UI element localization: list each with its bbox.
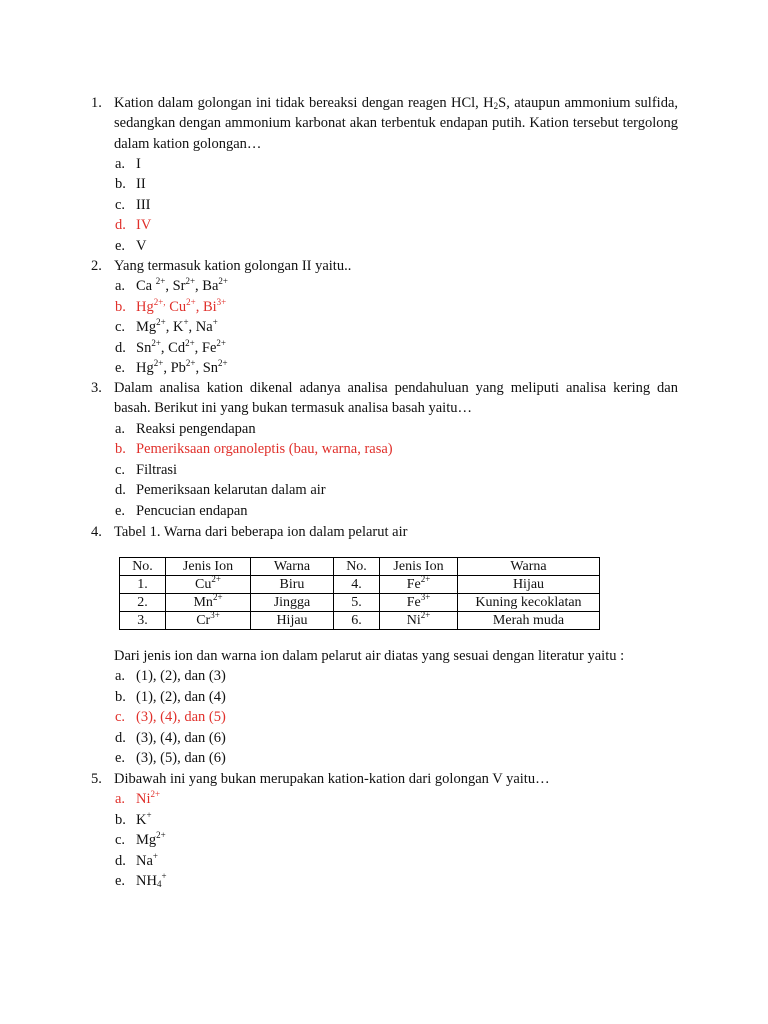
option-e: e. (3), (5), dan (6) bbox=[115, 749, 226, 766]
question-number: 2. bbox=[91, 258, 102, 274]
option-e: e. Pencucian endapan bbox=[115, 502, 248, 519]
option-b-correct: b. Pemeriksaan organoleptis (bau, warna, rasa) bbox=[115, 441, 393, 458]
question-4 bbox=[0, 522, 768, 542]
question-number: 1. bbox=[91, 95, 102, 111]
table-row: 2. $Mn^{2+}$ Jingga 5. $Fe^{3+}$ Kuning kecoklatan bbox=[120, 594, 600, 612]
option-e: e. $Hg^{2+}$, $Pb^{2+}$, $Sn^{2+}$ bbox=[115, 357, 228, 376]
option-c: c. $Mg^{2+}$ bbox=[115, 830, 166, 849]
ion-color-table bbox=[119, 557, 600, 630]
table-row: 1. $Cu^{2+}$ Biru 4. $Fe^{2+}$ Hijau bbox=[120, 576, 600, 594]
question-2 bbox=[0, 256, 768, 378]
option-d-correct: d. IV bbox=[115, 217, 152, 234]
question-number: 3. bbox=[91, 380, 102, 396]
question-text: Yang termasuk kation golongan II yaitu.. bbox=[114, 258, 352, 274]
option-c: c. Filtrasi bbox=[115, 461, 178, 478]
option-b: b. II bbox=[115, 176, 146, 193]
question-number: 4. bbox=[91, 524, 102, 540]
option-d: d. Pemeriksaan kelarutan dalam air bbox=[115, 482, 326, 499]
option-b: b. (1), (2), dan (4) bbox=[115, 688, 226, 705]
question-5 bbox=[0, 769, 768, 891]
option-c: c. III bbox=[115, 196, 151, 213]
question-text: Kation dalam golongan ini tidak bereaksi dengan reagen HCl, $H_2S$, ataupun ammonium sulfida, sedangkan dengan ammonium karbonat akan terbentuk endapan putih. Kation tersebut tergolong dalam kation golongan… bbox=[114, 95, 678, 152]
option-b-correct: b. $Hg^{2+,}$ $Cu^{2+}$, $Bi^{3+}$ bbox=[115, 296, 227, 315]
option-a: a. (1), (2), dan (3) bbox=[115, 668, 226, 685]
option-b: b. K+ bbox=[115, 809, 152, 828]
question-text: Dari jenis ion dan warna ion dalam pelarut air diatas yang sesuai dengan literatur yaitu : bbox=[114, 648, 625, 664]
question-3 bbox=[0, 378, 768, 521]
option-d: d. Na+ bbox=[115, 850, 158, 869]
option-d: d. $Sn^{2+}$, $Cd^{2+}$, $Fe^{2+}$ bbox=[115, 337, 226, 356]
option-a: a. I bbox=[115, 156, 141, 172]
option-a: a. Ca $^{2+}$, $Sr^{2+}$, $Ba^{2+}$ bbox=[115, 276, 228, 295]
option-e: e. V bbox=[115, 237, 147, 254]
question-text: Dibawah ini yang bukan merupakan kation-kation dari golongan V yaitu… bbox=[114, 771, 550, 787]
table-row: 3. $Cr^{3+}$ Hijau 6. $Ni^{2+}$ Merah muda bbox=[120, 612, 600, 630]
question-1 bbox=[0, 93, 768, 256]
option-d: d. (3), (4), dan (6) bbox=[115, 729, 226, 746]
option-c-correct: c. (3), (4), dan (5) bbox=[115, 709, 226, 726]
option-a-correct: a. $Ni^{2+}$ bbox=[115, 789, 161, 808]
question-number: 5. bbox=[91, 771, 102, 787]
table-caption: Tabel 1. Warna dari beberapa ion dalam pelarut air bbox=[114, 524, 408, 540]
question-4-options bbox=[0, 646, 768, 768]
option-e: e. $NH_4^+$ bbox=[115, 870, 167, 889]
table-header-row: No. Jenis Ion Warna No. Jenis Ion Warna bbox=[120, 558, 600, 576]
option-a: a. Reaksi pengendapan bbox=[115, 421, 256, 437]
question-text: Dalam analisa kation dikenal adanya analisa pendahuluan yang meliputi analisa kering dan basah. Berikut ini yang bukan termasuk analisa basah yaitu… bbox=[114, 380, 678, 417]
option-c: c. $Mg^{2+}$, K+, Na+ bbox=[115, 317, 218, 336]
